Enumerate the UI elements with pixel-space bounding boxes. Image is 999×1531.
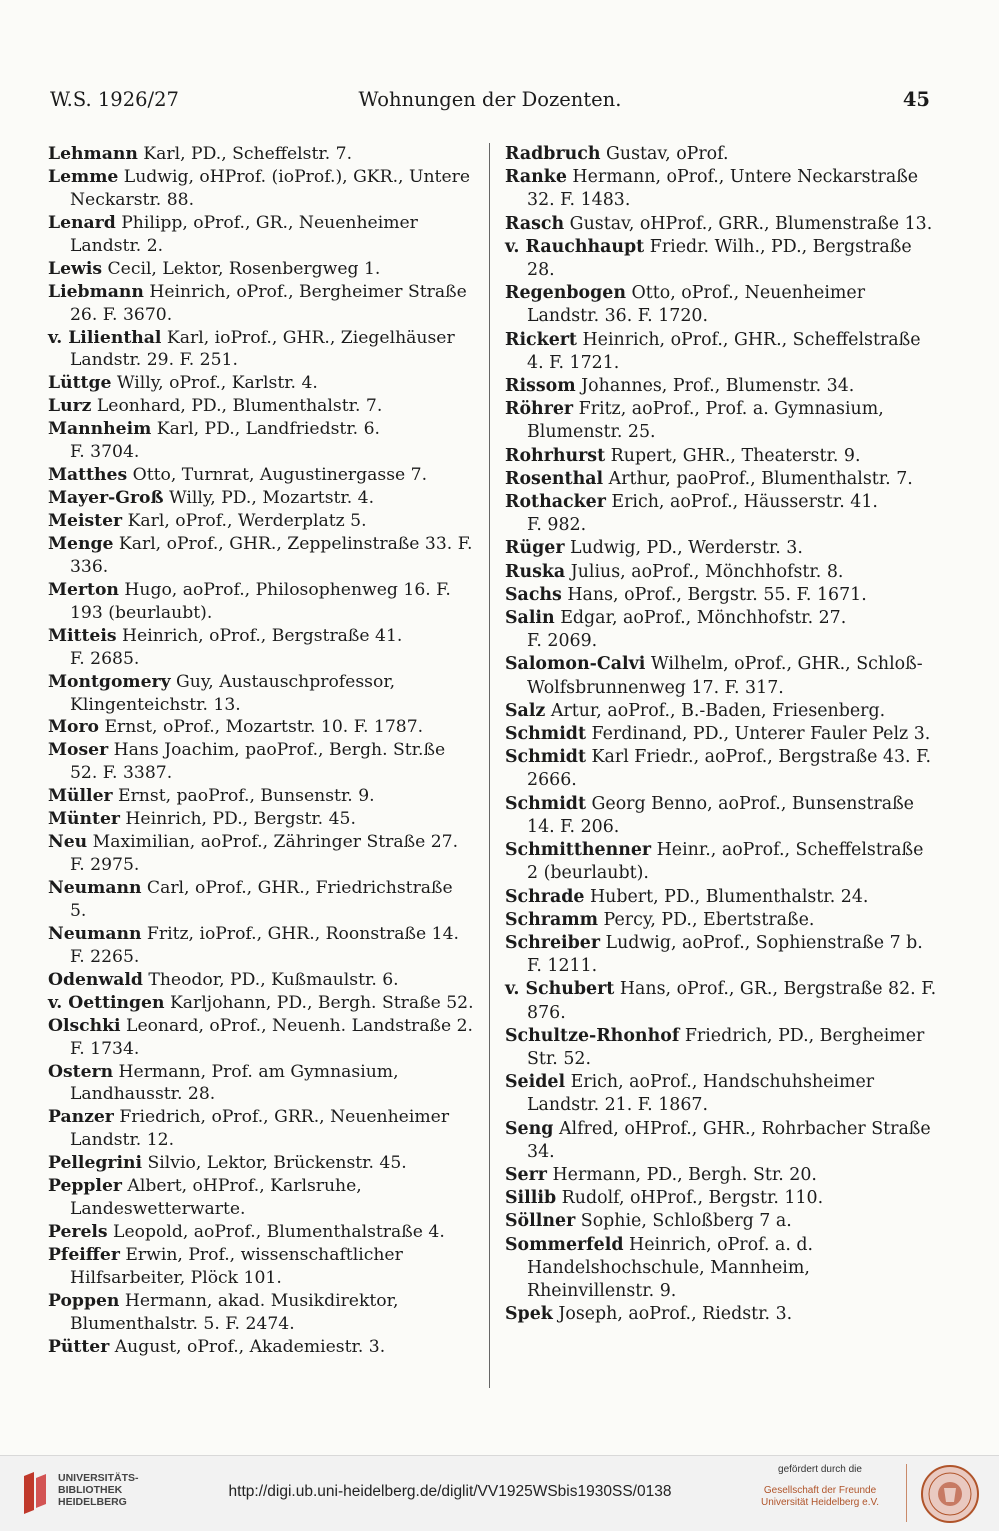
entry-surname: Pfeiffer: [48, 1245, 120, 1265]
directory-entry: [505, 1164, 937, 1187]
entry-surname: Meister: [48, 511, 123, 531]
entry-surname: Rosenthal: [505, 468, 604, 489]
directory-entry: [505, 561, 937, 584]
entry-details: Karl, oProf., Werderplatz 5.: [122, 511, 367, 531]
directory-entry: [48, 877, 474, 923]
directory-entry: [48, 166, 474, 212]
viewer-footer: [0, 1455, 999, 1531]
permalink-url[interactable]: http://digi.ub.uni-heidelberg.de/diglit/VV1925WSbis1930SS/0138: [228, 1483, 672, 1500]
entry-details: Karl, PD., Scheffelstr. 7.: [137, 144, 353, 164]
directory-entry: [505, 793, 937, 839]
directory-entry: [505, 491, 937, 537]
directory-entry: [505, 1210, 937, 1233]
entry-details: Rupert, GHR., Theaterstr. 9.: [605, 445, 861, 466]
directory-entry: [48, 1152, 474, 1175]
entry-details: Hermann, oProf., Untere Neckarstraße 32. F. 1483.: [527, 167, 919, 211]
directory-entry: [505, 445, 937, 468]
directory-entry: [48, 1290, 474, 1336]
directory-entry: [48, 418, 474, 464]
directory-entry: [48, 785, 474, 808]
directory-entry: [48, 625, 474, 671]
entry-details: Karljohann, PD., Bergh. Straße 52.: [164, 992, 474, 1013]
entry-details: Maximilian, aoProf., Zähringer Straße 27. F. 2975.: [70, 832, 459, 876]
directory-entry: [48, 671, 474, 717]
entry-details: Silvio, Lektor, Brückenstr. 45.: [142, 1153, 407, 1174]
entry-details: Heinrich, oProf., GHR., Scheffelstraße 4. F. 1721.: [527, 329, 921, 373]
directory-entry: [505, 1071, 937, 1117]
entry-surname: Sachs: [505, 584, 562, 605]
page-title: Wohnungen der Dozenten.: [358, 88, 622, 111]
entry-details: Edgar, aoProf., Mönchhofstr. 27. F. 2069.: [527, 608, 847, 652]
entry-surname: Schmidt: [505, 793, 586, 814]
entry-details: Fritz, aoProf., Prof. a. Gymnasium, Blumenstr. 25.: [527, 399, 884, 443]
entry-surname: Lenard: [48, 212, 116, 233]
entry-details: Johannes, Prof., Blumenstr. 34.: [575, 376, 855, 397]
entry-details: Gustav, oProf.: [600, 144, 729, 164]
entry-surname: Poppen: [48, 1290, 120, 1311]
entry-surname: Rasch: [505, 213, 565, 234]
directory-entry: [48, 258, 474, 281]
entry-details: Gustav, oHProf., GRR., Blumenstraße 13.: [564, 213, 933, 234]
entry-surname: Pütter: [48, 1336, 110, 1357]
directory-entry: [48, 281, 474, 327]
entry-details: Hans Joachim, paoProf., Bergh. Str.ße 52. F. 3387.: [70, 740, 446, 784]
entry-surname: Ostern: [48, 1061, 114, 1082]
entry-details: Cecil, Lektor, Rosenbergweg 1.: [102, 258, 381, 279]
entry-details: Heinrich, PD., Bergstr. 45.: [119, 809, 356, 830]
entry-surname: Peppler: [48, 1176, 122, 1197]
entry-surname: Schmitthenner: [505, 840, 652, 861]
entry-surname: Salomon-Calvi: [505, 654, 646, 675]
entry-details: Hermann, PD., Bergh. Str. 20.: [546, 1164, 817, 1185]
directory-entry: [505, 584, 937, 607]
entry-details: Erwin, Prof., wissenschaftlicher Hilfsarbeiter, Plöck 101.: [70, 1245, 403, 1288]
entry-details: Artur, aoProf., B.-Baden, Friesenberg.: [545, 700, 886, 721]
entry-surname: Sillib: [505, 1188, 557, 1209]
directory-entry: [505, 282, 937, 328]
entry-details: Karl, PD., Landfriedstr. 6. F. 3704.: [70, 419, 380, 463]
entry-surname: Schreiber: [505, 932, 601, 953]
entry-surname: Pellegrini: [48, 1153, 143, 1174]
entry-surname: Schmidt: [505, 747, 586, 768]
directory-entry: [48, 487, 474, 510]
entry-details: Hermann, Prof. am Gymnasium, Landhausstr. 28.: [70, 1061, 399, 1105]
entry-details: Friedrich, oProf., GRR., Neuenheimer Landstr. 12.: [70, 1107, 450, 1151]
entry-surname: Salz: [505, 700, 546, 721]
entry-surname: Söllner: [505, 1211, 576, 1232]
entry-surname: Schultze-Rhonhof: [505, 1025, 680, 1046]
directory-entry: [48, 1336, 474, 1359]
library-name[interactable]: UNIVERSITÄTS- BIBLIOTHEK HEIDELBERG: [58, 1472, 139, 1508]
directory-entry: [48, 510, 474, 533]
entry-details: Heinrich, oProf., Bergheimer Straße 26. F. 3670.: [70, 281, 467, 325]
directory-entry: [48, 1175, 474, 1221]
entry-surname: Olschki: [48, 1015, 121, 1036]
entry-surname: Lurz: [48, 396, 92, 417]
entry-details: Theodor, PD., Kußmaulstr. 6.: [142, 969, 399, 990]
entry-details: Georg Benno, aoProf., Bunsenstraße 14. F. 206.: [527, 793, 914, 837]
sponsor-label: gefördert durch die: [778, 1464, 862, 1475]
directory-entry: [505, 375, 937, 398]
semester-label: W.S. 1926/27: [50, 88, 179, 111]
entry-details: Heinr., aoProf., Scheffelstraße 2 (beurlaubt).: [527, 840, 924, 884]
entry-details: Alfred, oHProf., GHR., Rohrbacher Straße 34.: [527, 1118, 931, 1162]
entry-details: Rudolf, oHProf., Bergstr. 110.: [556, 1188, 824, 1209]
entry-details: Friedrich, PD., Bergheimer Str. 52.: [527, 1025, 925, 1069]
entry-details: Willy, oProf., Karlstr. 4.: [111, 373, 318, 394]
sponsor-block: [740, 1464, 900, 1509]
entry-details: Fritz, ioProf., GHR., Roonstraße 14. F. 2265.: [70, 923, 459, 967]
directory-entry: [505, 236, 937, 282]
directory-entry: [48, 739, 474, 785]
directory-entry: [505, 468, 937, 491]
entry-surname: Montgomery: [48, 671, 171, 692]
directory-entry: [48, 372, 474, 395]
entry-surname: Menge: [48, 533, 114, 554]
directory-entry: [505, 537, 937, 560]
entry-surname: Odenwald: [48, 969, 143, 990]
entry-details: Ludwig, aoProf., Sophienstraße 7 b. F. 1211.: [527, 932, 923, 977]
entry-surname: v. Schubert: [505, 979, 615, 1000]
entry-details: Joseph, aoProf., Riedstr. 3.: [552, 1304, 793, 1325]
entry-surname: Rickert: [505, 329, 577, 350]
entry-details: Carl, oProf., GHR., Friedrichstraße 5.: [70, 878, 453, 921]
directory-entry: [505, 886, 937, 909]
entry-surname: Mayer-Groß: [48, 488, 164, 509]
entry-surname: Rohrhurst: [505, 445, 606, 466]
directory-entry: [48, 327, 474, 373]
entry-details: Ludwig, oHProf. (ioProf.), GKR., Untere Neckarstr. 88.: [70, 166, 470, 210]
directory-entry: [505, 143, 937, 166]
entry-surname: Mitteis: [48, 625, 117, 646]
entry-details: Karl, ioProf., GHR., Ziegelhäuser Landstr. 29. F. 251.: [70, 327, 455, 371]
page-number: 45: [902, 88, 930, 111]
directory-entry: [48, 831, 474, 877]
entry-surname: Seng: [505, 1118, 554, 1139]
directory-entry: [48, 969, 474, 992]
directory-entry: [505, 166, 937, 212]
entry-details: Hubert, PD., Blumenthalstr. 24.: [584, 886, 869, 907]
entry-details: Friedr. Wilh., PD., Bergstraße 28.: [527, 236, 912, 281]
footer-separator: [906, 1464, 907, 1522]
directory-entry: [505, 1025, 937, 1071]
entry-details: Ferdinand, PD., Unterer Fauler Pelz 3.: [586, 724, 931, 745]
entry-details: Albert, oHProf., Karlsruhe, Landeswetterwarte.: [70, 1176, 362, 1220]
entry-details: Hermann, akad. Musikdirektor, Blumenthalstr. 5. F. 2474.: [70, 1290, 399, 1334]
entry-surname: Liebmann: [48, 281, 144, 302]
entry-details: Otto, Turnrat, Augustinergasse 7.: [127, 465, 428, 486]
directory-entry: [505, 398, 937, 444]
directory-entry: [505, 1187, 937, 1210]
entry-details: Philipp, oProf., GR., Neuenheimer Landstr. 2.: [70, 212, 418, 256]
entry-details: Erich, aoProf., Häusserstr. 41. F. 982.: [527, 492, 878, 536]
directory-entry: [48, 395, 474, 418]
directory-entry: [48, 143, 474, 166]
entry-surname: v. Oettingen: [48, 992, 165, 1013]
ub-heidelberg-logo-icon[interactable]: [22, 1470, 48, 1516]
entry-surname: v. Rauchhaupt: [505, 236, 645, 257]
directory-entry: [505, 1118, 937, 1164]
directory-entry: [505, 1303, 937, 1326]
entry-details: Hans, oProf., GR., Bergstraße 82. F. 876.: [527, 979, 937, 1023]
entry-surname: Rüger: [505, 538, 565, 559]
entry-details: Percy, PD., Ebertstraße.: [598, 909, 815, 930]
entry-surname: Neu: [48, 832, 88, 853]
directory-entry: [505, 329, 937, 375]
entry-details: Leonard, oProf., Neuenh. Landstraße 2. F. 1734.: [70, 1015, 474, 1059]
entry-surname: Lemme: [48, 166, 119, 187]
entry-surname: Radbruch: [505, 144, 601, 164]
entry-surname: Schramm: [505, 909, 599, 930]
directory-entry: [505, 932, 937, 978]
entry-surname: Lewis: [48, 258, 103, 279]
entry-surname: Röhrer: [505, 399, 574, 420]
entry-details: Heinrich, oProf. a. d. Handelshochschule, Mannheim, Rheinvillenstr. 9.: [527, 1234, 814, 1301]
entry-details: Otto, oProf., Neuenheimer Landstr. 36. F. 1720.: [527, 283, 866, 327]
directory-entry: [48, 716, 474, 739]
entry-surname: Regenbogen: [505, 283, 627, 304]
directory-entry: [505, 213, 937, 236]
entry-details: Leopold, aoProf., Blumenthalstraße 4.: [107, 1222, 445, 1243]
directory-entry: [505, 839, 937, 885]
entry-surname: Ranke: [505, 167, 567, 188]
university-seal-icon[interactable]: [920, 1464, 980, 1524]
entry-surname: Spek: [505, 1304, 553, 1325]
entry-surname: Schmidt: [505, 724, 586, 745]
directory-entry: [48, 923, 474, 969]
entry-surname: Rothacker: [505, 492, 606, 513]
directory-entry: [48, 1061, 474, 1107]
entry-surname: Rissom: [505, 376, 576, 397]
entry-surname: Neumann: [48, 878, 142, 898]
directory-entry: [505, 653, 937, 699]
left-column: [48, 143, 474, 1359]
entry-details: Julius, aoProf., Mönchhofstr. 8.: [565, 561, 844, 582]
directory-entry: [48, 579, 474, 625]
entry-details: Arthur, paoProf., Blumenthalstr. 7.: [603, 468, 913, 489]
directory-entry: [48, 1106, 474, 1152]
directory-entry: [505, 746, 937, 792]
entry-surname: Mannheim: [48, 419, 152, 440]
directory-entry: [505, 607, 937, 653]
entry-details: August, oProf., Akademiestr. 3.: [109, 1336, 386, 1357]
directory-entry: [48, 533, 474, 579]
entry-surname: Neumann: [48, 923, 142, 944]
entry-surname: Sommerfeld: [505, 1234, 624, 1255]
entry-surname: Lehmann: [48, 144, 138, 164]
directory-entry: [48, 212, 474, 258]
directory-entry: [505, 978, 937, 1024]
directory-entry: [505, 1234, 937, 1304]
directory-entry: [48, 1221, 474, 1244]
page-header: [50, 88, 930, 118]
entry-details: Hugo, aoProf., Philosophenweg 16. F. 193 (beurlaubt).: [70, 579, 451, 623]
entry-surname: Salin: [505, 608, 555, 629]
entry-details: Sophie, Schloßberg 7 a.: [575, 1211, 792, 1232]
entry-details: Hans, oProf., Bergstr. 55. F. 1671.: [561, 584, 867, 605]
right-column: [505, 143, 937, 1326]
column-divider: [489, 143, 490, 1388]
directory-entry: [505, 700, 937, 723]
directory-entry: [505, 723, 937, 746]
directory-entry: [48, 992, 474, 1015]
sponsor-name[interactable]: Gesellschaft der Freunde Universität Heidelberg e.V.: [760, 1485, 880, 1508]
entry-surname: Moser: [48, 740, 109, 761]
entry-details: Ernst, oProf., Mozartstr. 10. F. 1787.: [99, 717, 424, 738]
directory-entry: [48, 808, 474, 831]
entry-details: Ernst, paoProf., Bunsenstr. 9.: [112, 786, 375, 807]
entry-details: Ludwig, PD., Werderstr. 3.: [564, 538, 803, 559]
entry-surname: Lüttge: [48, 373, 112, 394]
directory-entry: [48, 1015, 474, 1061]
entry-surname: Merton: [48, 579, 119, 600]
directory-entry: [48, 464, 474, 487]
entry-surname: v. Lilienthal: [48, 327, 162, 348]
entry-details: Heinrich, oProf., Bergstraße 41. F. 2685.: [70, 625, 403, 669]
directory-entry: [505, 909, 937, 932]
directory-entry: [48, 1244, 474, 1290]
entry-surname: Matthes: [48, 465, 128, 486]
entry-details: Karl, oProf., GHR., Zeppelinstraße 33. F. 336.: [70, 533, 473, 577]
entry-details: Guy, Austauschprofessor, Klingenteichstr. 13.: [70, 671, 396, 715]
entry-surname: Moro: [48, 717, 100, 738]
entry-details: Willy, PD., Mozartstr. 4.: [163, 488, 375, 509]
entry-details: Leonhard, PD., Blumenthalstr. 7.: [91, 396, 383, 417]
entry-surname: Seidel: [505, 1072, 566, 1093]
entry-details: Erich, aoProf., Handschuhsheimer Landstr. 21. F. 1867.: [527, 1072, 875, 1116]
entry-details: Karl Friedr., aoProf., Bergstraße 43. F. 2666.: [527, 747, 931, 791]
entry-surname: Schrade: [505, 886, 585, 907]
entry-surname: Panzer: [48, 1107, 114, 1128]
entry-surname: Müller: [48, 786, 113, 807]
entry-surname: Münter: [48, 809, 120, 830]
entry-surname: Ruska: [505, 561, 566, 582]
entry-surname: Serr: [505, 1164, 547, 1185]
entry-surname: Perels: [48, 1222, 108, 1243]
entry-details: Wilhelm, oProf., GHR., Schloß-Wolfsbrunnenweg 17. F. 317.: [527, 654, 923, 698]
